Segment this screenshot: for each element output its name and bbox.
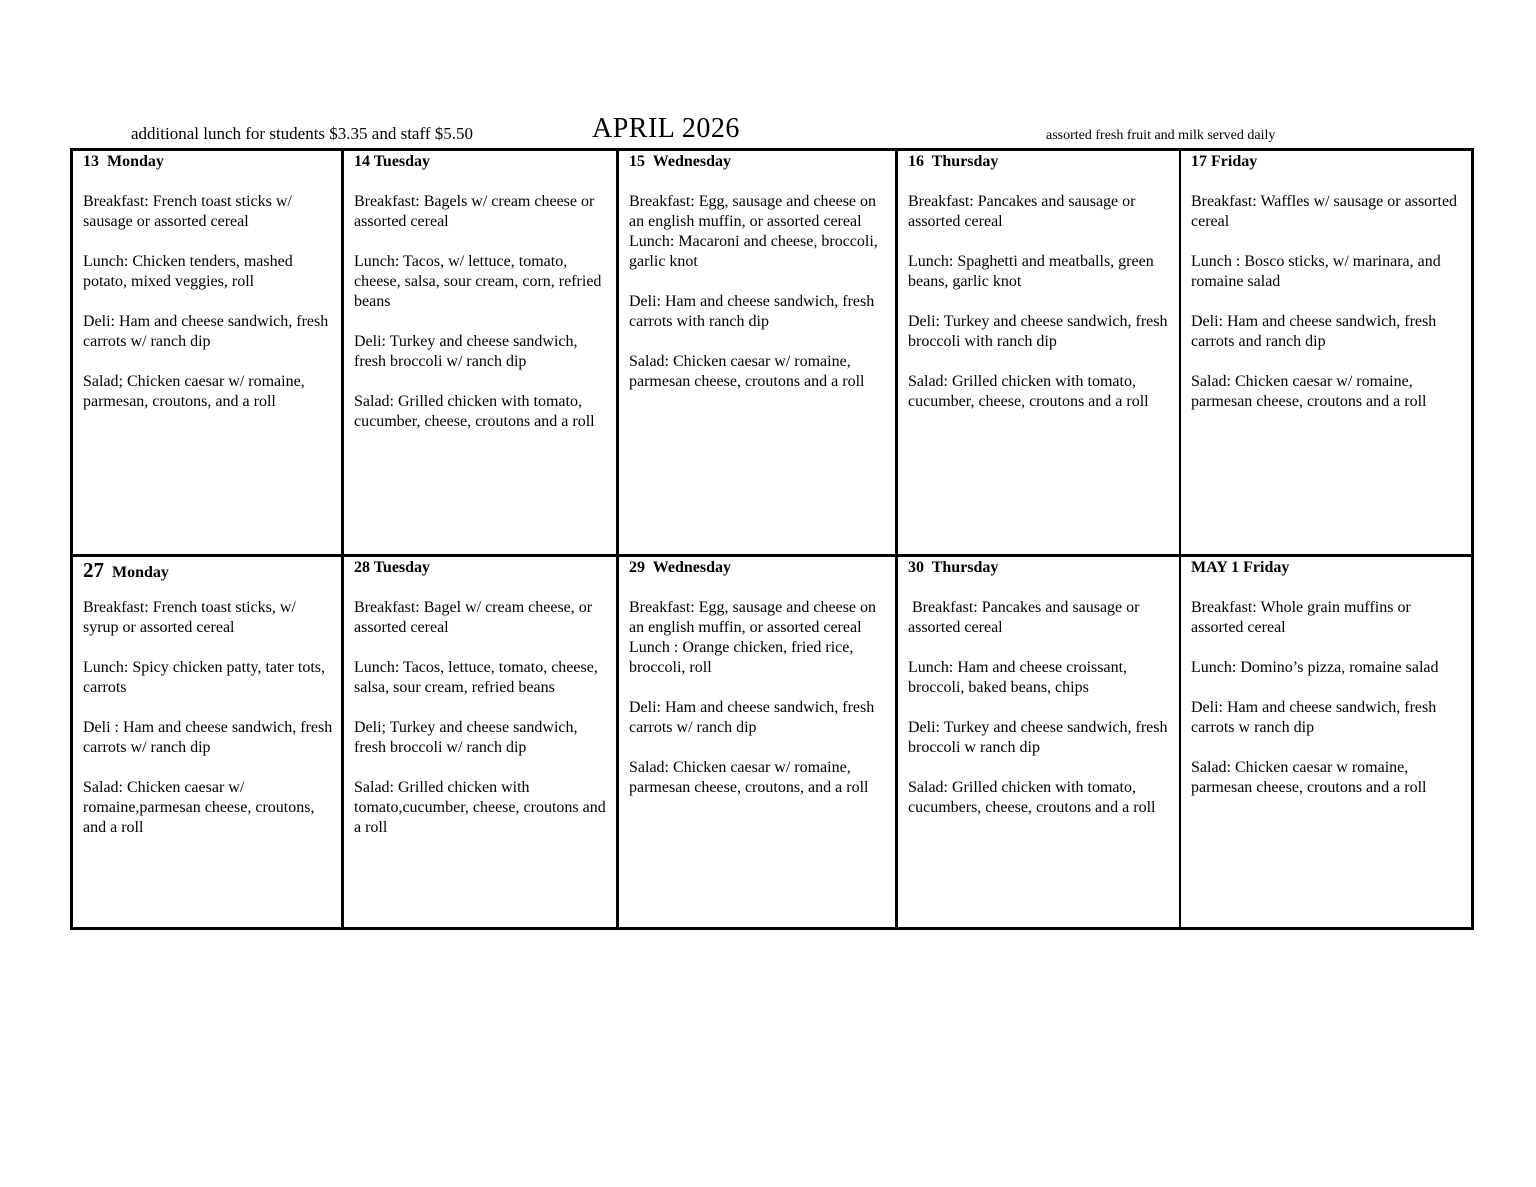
day-cell-14-tuesday	[341, 151, 616, 554]
day-number: MAY 1	[1191, 559, 1240, 576]
salad-entry: Salad; Chicken caesar w/ romaine, parmesan, croutons, and a roll	[83, 373, 305, 410]
lunch-entry: Lunch: Tacos, lettuce, tomato, cheese, salsa, sour cream, refried beans	[354, 659, 598, 696]
day-cell-15-wednesday	[616, 151, 895, 554]
day-cell-30-thursday	[895, 554, 1179, 927]
day-cell-28-tuesday	[341, 554, 616, 927]
deli-entry: Deli: Ham and cheese sandwich, fresh carrots w/ ranch dip	[83, 313, 329, 350]
deli-entry: Deli: Ham and cheese sandwich, fresh carrots w/ ranch dip	[629, 699, 875, 736]
breakfast-entry: Breakfast: Waffles w/ sausage or assorted cereal	[1191, 193, 1458, 230]
day-heading	[354, 558, 610, 598]
breakfast-entry: Breakfast: Pancakes and sausage or assorted cereal	[908, 599, 1144, 636]
lunch-entry: Lunch: Domino’s pizza, romaine salad	[1191, 659, 1439, 676]
salad-entry: Salad: Grilled chicken with tomato, cucumbers, cheese, croutons and a roll	[908, 779, 1156, 816]
lunch-entry: Lunch : Orange chicken, fried rice, broccoli, roll	[629, 639, 854, 676]
day-heading	[1191, 558, 1465, 598]
day-number: 13	[83, 153, 99, 170]
day-heading	[1191, 152, 1465, 192]
breakfast-entry: Breakfast: Bagels w/ cream cheese or assorted cereal	[354, 193, 595, 230]
day-cell-16-thursday	[895, 151, 1179, 554]
salad-entry: Salad: Grilled chicken with tomato,cucumber, cheese, croutons and a roll	[354, 779, 606, 836]
lunch-entry: Lunch: Macaroni and cheese, broccoli, garlic knot	[629, 233, 878, 270]
day-name: Wednesday	[652, 559, 731, 576]
lunch-entry: Lunch : Bosco sticks, w/ marinara, and romaine salad	[1191, 253, 1441, 290]
breakfast-entry: Breakfast: Pancakes and sausage or assorted cereal	[908, 193, 1136, 230]
day-cell-may-1-friday	[1179, 554, 1471, 927]
day-heading	[83, 560, 335, 598]
day-name: Friday	[1211, 153, 1258, 170]
lunch-entry: Lunch: Ham and cheese croissant, broccoli, baked beans, chips	[908, 659, 1128, 696]
day-cell-13-monday	[73, 151, 341, 554]
day-number: 27	[83, 558, 104, 582]
lunch-entry: Lunch: Spaghetti and meatballs, green beans, garlic knot	[908, 253, 1154, 290]
day-name: Monday	[112, 564, 169, 581]
day-name: Thursday	[931, 153, 999, 170]
day-cell-29-wednesday	[616, 554, 895, 927]
salad-entry: Salad: Chicken caesar w/ romaine, parmesan cheese, croutons and a roll	[629, 353, 865, 390]
salad-entry: Salad: Chicken caesar w/ romaine, parmesan cheese, croutons and a roll	[1191, 373, 1427, 410]
day-number: 16	[908, 153, 924, 170]
day-heading	[354, 152, 610, 192]
deli-entry: Deli : Ham and cheese sandwich, fresh carrots w/ ranch dip	[83, 719, 333, 756]
day-cell-17-friday	[1179, 151, 1471, 554]
day-number: 28	[354, 559, 370, 576]
breakfast-entry: Breakfast: Egg, sausage and cheese on an english muffin, or assorted cereal	[629, 193, 877, 230]
day-number: 15	[629, 153, 645, 170]
menu-title: APRIL 2026	[592, 113, 740, 144]
day-name: Thursday	[931, 559, 999, 576]
day-name: Monday	[107, 153, 164, 170]
deli-entry: Deli: Ham and cheese sandwich, fresh carrots and ranch dip	[1191, 313, 1437, 350]
day-name: Tuesday	[373, 153, 431, 170]
lunch-entry: Lunch: Tacos, w/ lettuce, tomato, cheese, salsa, sour cream, corn, refried beans	[354, 253, 602, 310]
day-name: Tuesday	[373, 559, 431, 576]
day-number: 17	[1191, 153, 1207, 170]
day-number: 30	[908, 559, 924, 576]
deli-entry: Deli: Turkey and cheese sandwich, fresh broccoli with ranch dip	[908, 313, 1168, 350]
day-heading	[629, 558, 889, 598]
salad-entry: Salad: Chicken caesar w/ romaine, parmesan cheese, croutons, and a roll	[629, 759, 869, 796]
salad-entry: Salad: Grilled chicken with tomato, cucumber, cheese, croutons and a roll	[908, 373, 1149, 410]
deli-entry: Deli: Ham and cheese sandwich, fresh carrots w ranch dip	[1191, 699, 1437, 736]
breakfast-entry: Breakfast: Whole grain muffins or assorted cereal	[1191, 599, 1411, 636]
deli-entry: Deli: Turkey and cheese sandwich, fresh broccoli w/ ranch dip	[354, 333, 578, 370]
salad-entry: Salad: Chicken caesar w/ romaine,parmesan cheese, croutons, and a roll	[83, 779, 315, 836]
day-heading	[629, 152, 889, 192]
day-heading	[908, 558, 1173, 598]
daily-fruit-milk-note: assorted fresh fruit and milk served daily	[1046, 128, 1276, 143]
day-heading	[908, 152, 1173, 192]
breakfast-entry: Breakfast: Bagel w/ cream cheese, or assorted cereal	[354, 599, 593, 636]
day-name: Wednesday	[652, 153, 731, 170]
day-cell-27-monday	[73, 554, 341, 927]
deli-entry: Deli: Turkey and cheese sandwich, fresh broccoli w ranch dip	[908, 719, 1168, 756]
breakfast-entry: Breakfast: French toast sticks, w/ syrup or assorted cereal	[83, 599, 296, 636]
breakfast-entry: Breakfast: Egg, sausage and cheese on an english muffin, or assorted cereal	[629, 599, 877, 636]
deli-entry: Deli; Turkey and cheese sandwich, fresh broccoli w/ ranch dip	[354, 719, 578, 756]
deli-entry: Deli: Ham and cheese sandwich, fresh carrots with ranch dip	[629, 293, 875, 330]
day-name: Friday	[1243, 559, 1290, 576]
menu-calendar-grid	[70, 148, 1474, 930]
day-heading	[83, 152, 335, 192]
day-number: 14	[354, 153, 370, 170]
salad-entry: Salad: Chicken caesar w romaine, parmesan cheese, croutons and a roll	[1191, 759, 1427, 796]
salad-entry: Salad: Grilled chicken with tomato, cucumber, cheese, croutons and a roll	[354, 393, 595, 430]
lunch-entry: Lunch: Chicken tenders, mashed potato, mixed veggies, roll	[83, 253, 293, 290]
breakfast-entry: Breakfast: French toast sticks w/ sausage or assorted cereal	[83, 193, 292, 230]
lunch-entry: Lunch: Spicy chicken patty, tater tots, carrots	[83, 659, 326, 696]
additional-lunch-price-note: additional lunch for students $3.35 and staff $5.50	[131, 124, 473, 143]
day-number: 29	[629, 559, 645, 576]
